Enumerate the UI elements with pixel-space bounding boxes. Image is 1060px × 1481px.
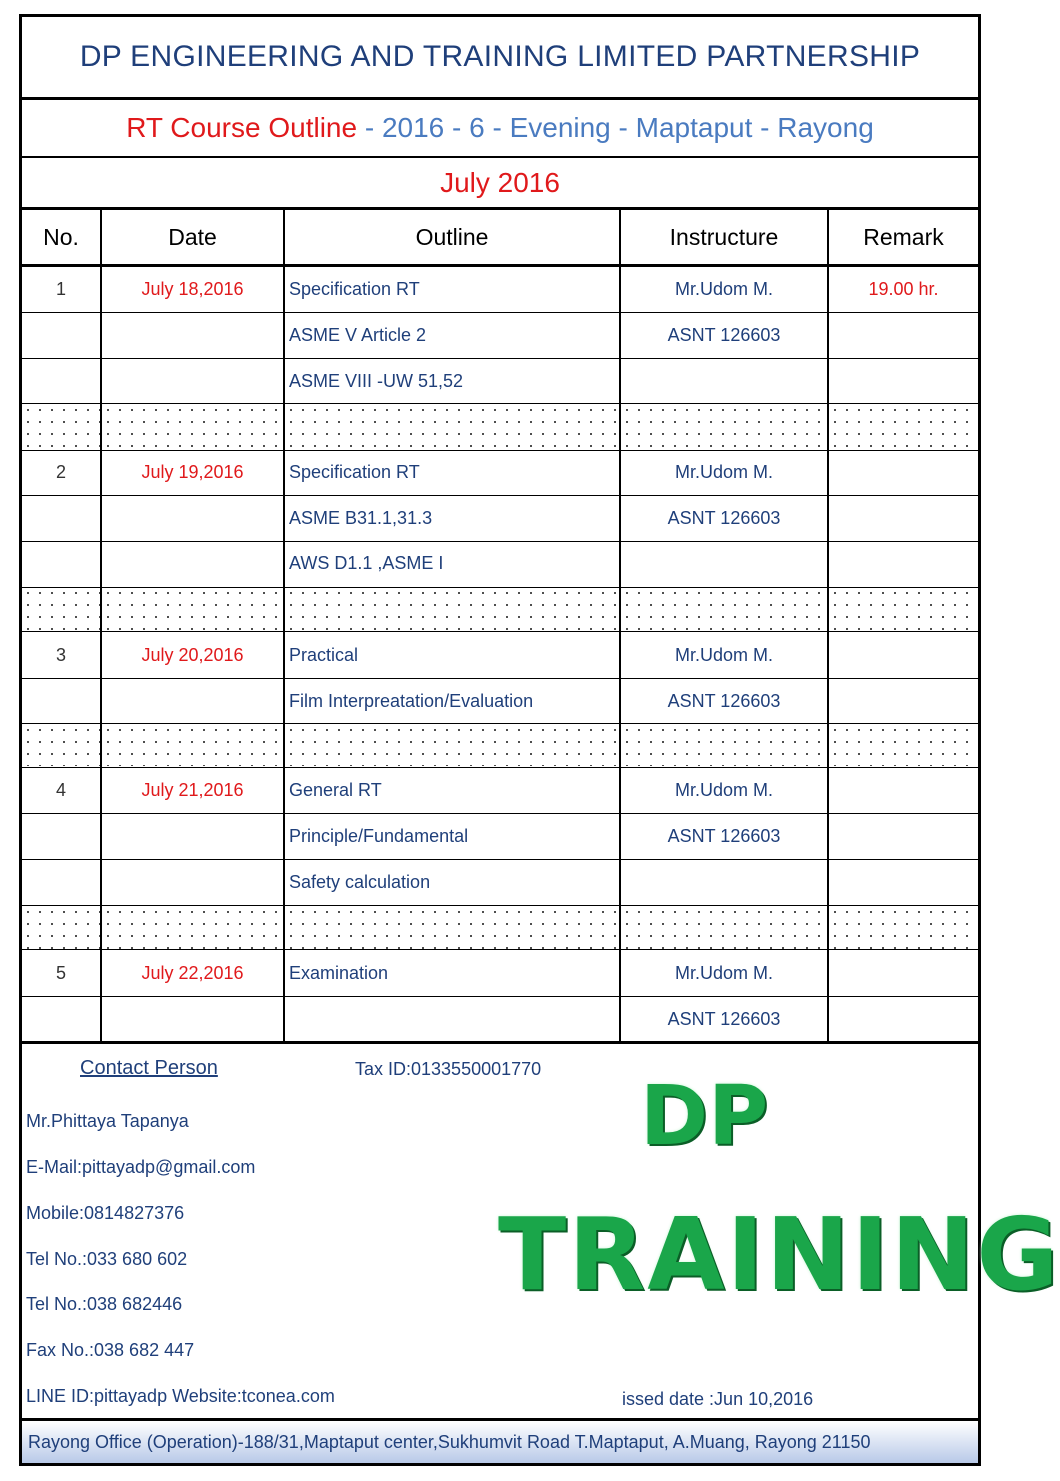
cell-remark (829, 768, 978, 812)
cell-instructor (621, 860, 827, 904)
cell-date (102, 359, 283, 403)
logo-training: TRAINING (498, 1196, 1060, 1313)
cell-date (102, 679, 283, 723)
cell-remark (829, 450, 978, 494)
cell-date (102, 860, 283, 904)
separator-band (621, 906, 827, 949)
contact-mobile: Mobile:0814827376 (26, 1203, 185, 1223)
cell-no (22, 679, 100, 723)
col-header-remark: Remark (863, 223, 944, 250)
grid-line (22, 450, 978, 451)
separator-band (285, 587, 619, 631)
cell-outline: Specification RT (289, 461, 420, 482)
separator-band (102, 404, 283, 450)
cell-remark: 19.00 hr. (868, 278, 939, 299)
divider (22, 156, 978, 158)
cell-date: July 22,2016 (141, 962, 244, 983)
cell-remark (829, 860, 978, 904)
cell-date (102, 313, 283, 357)
col-header-instructor: Instructure (669, 223, 779, 250)
separator-band (829, 906, 978, 949)
col-header-no: No. (43, 223, 79, 250)
cell-no: 1 (55, 278, 66, 299)
cell-outline: AWS D1.1 ,ASME I (289, 552, 444, 573)
grid-line (22, 495, 978, 496)
cell-no: 3 (55, 644, 66, 665)
cell-outline: ASME B31.1,31.3 (289, 507, 433, 528)
grid-line (827, 210, 829, 1041)
cell-instructor (621, 359, 827, 403)
cell-date: July 20,2016 (141, 644, 244, 665)
cell-instructor: Mr.Udom M. (674, 461, 773, 482)
contact-name: Mr.Phittaya Tapanya (26, 1111, 189, 1131)
issued-date: issed date :Jun 10,2016 (622, 1389, 814, 1409)
grid-line (22, 859, 978, 860)
cell-date: July 18,2016 (141, 278, 244, 299)
separator-band (621, 587, 827, 631)
logo-dp: DP (640, 1069, 769, 1164)
cell-no: 4 (55, 779, 66, 800)
grid-line (22, 403, 978, 404)
cell-no (22, 313, 100, 357)
cell-outline: Film Interpreatation/Evaluation (289, 690, 534, 711)
cell-no (22, 359, 100, 403)
grid-line (22, 723, 978, 724)
grid-line (22, 996, 978, 997)
cell-outline: Practical (289, 644, 359, 665)
separator-band (829, 724, 978, 766)
separator-band (22, 404, 100, 450)
grid-line (22, 312, 978, 313)
cell-instructor: ASNT 126603 (667, 324, 781, 345)
contact-heading: Contact Person (80, 1057, 218, 1079)
grid-line (100, 210, 102, 1041)
cell-outline: General RT (289, 779, 382, 800)
cell-no: 2 (55, 461, 66, 482)
cell-instructor: Mr.Udom M. (674, 779, 773, 800)
cell-remark (829, 359, 978, 403)
cell-outline: Specification RT (289, 278, 420, 299)
contact-email: E-Mail:pittayadp@gmail.com (26, 1157, 256, 1177)
grid-line (283, 210, 285, 1041)
cell-instructor: ASNT 126603 (667, 507, 781, 528)
separator-band (22, 906, 100, 949)
cell-remark (829, 997, 978, 1041)
cell-outline: Principle/Fundamental (289, 825, 469, 846)
office-address: Rayong Office (Operation)-188/31,Maptaput center,Sukhumvit Road T.Maptaput, A.Muang, Rayong 21150 (22, 1421, 978, 1463)
contact-fax: Fax No.:038 682 447 (26, 1340, 195, 1360)
grid-line (619, 210, 621, 1041)
course-title: RT Course Outline (126, 112, 358, 143)
separator-band (621, 724, 827, 766)
grid-line (22, 949, 978, 950)
cell-remark (829, 951, 978, 995)
grid-line (22, 767, 978, 768)
cell-date (102, 496, 283, 540)
col-header-date: Date (168, 223, 217, 250)
cell-outline: Examination (289, 962, 389, 983)
cell-instructor: Mr.Udom M. (674, 962, 773, 983)
contact-tel-2: Tel No.:038 682446 (26, 1294, 183, 1314)
cell-instructor: Mr.Udom M. (674, 278, 773, 299)
grid-line (22, 264, 978, 267)
separator-band (285, 724, 619, 766)
separator-band (102, 906, 283, 949)
grid-line (22, 813, 978, 814)
separator-band (102, 587, 283, 631)
tax-id: Tax ID:0133550001770 (355, 1059, 542, 1079)
cell-date: July 21,2016 (141, 779, 244, 800)
separator-band (285, 906, 619, 949)
company-title: DP ENGINEERING AND TRAINING LIMITED PARTNERSHIP (79, 40, 921, 73)
grid-line (22, 541, 978, 542)
grid-line (22, 587, 978, 588)
grid-line (22, 631, 978, 632)
cell-remark (829, 814, 978, 858)
col-header-outline: Outline (415, 223, 489, 250)
grid-line (22, 678, 978, 679)
cell-instructor (621, 541, 827, 585)
month-label: July 2016 (440, 167, 560, 198)
course-details: - 2016 - 6 - Evening - Maptaput - Rayong (357, 112, 874, 143)
cell-remark (829, 313, 978, 357)
cell-no (22, 541, 100, 585)
cell-remark (829, 633, 978, 677)
cell-remark (829, 679, 978, 723)
grid-line (22, 905, 978, 906)
cell-instructor: Mr.Udom M. (674, 644, 773, 665)
cell-outline (285, 997, 619, 1041)
cell-no (22, 496, 100, 540)
separator-band (829, 587, 978, 631)
cell-date: July 19,2016 (141, 461, 244, 482)
cell-remark (829, 496, 978, 540)
cell-outline: ASME V Article 2 (289, 324, 427, 345)
cell-date (102, 814, 283, 858)
cell-instructor: ASNT 126603 (667, 1008, 781, 1029)
separator-band (22, 724, 100, 766)
separator-band (22, 587, 100, 631)
separator-band (829, 404, 978, 450)
course-subtitle (22, 100, 978, 156)
contact-tel-1: Tel No.:033 680 602 (26, 1249, 188, 1269)
cell-no (22, 997, 100, 1041)
grid-line (22, 358, 978, 359)
grid-line (22, 1041, 978, 1044)
cell-no: 5 (55, 962, 66, 983)
cell-instructor: ASNT 126603 (667, 825, 781, 846)
cell-date (102, 541, 283, 585)
cell-date (102, 997, 283, 1041)
cell-outline: ASME VIII -UW 51,52 (289, 370, 464, 391)
cell-no (22, 814, 100, 858)
cell-no (22, 860, 100, 904)
separator-band (285, 404, 619, 450)
separator-band (102, 724, 283, 766)
contact-line-website: LINE ID:pittayadp Website:tconea.com (26, 1386, 335, 1406)
cell-remark (829, 541, 978, 585)
separator-band (621, 404, 827, 450)
cell-instructor: ASNT 126603 (667, 690, 781, 711)
cell-outline: Safety calculation (289, 871, 431, 892)
